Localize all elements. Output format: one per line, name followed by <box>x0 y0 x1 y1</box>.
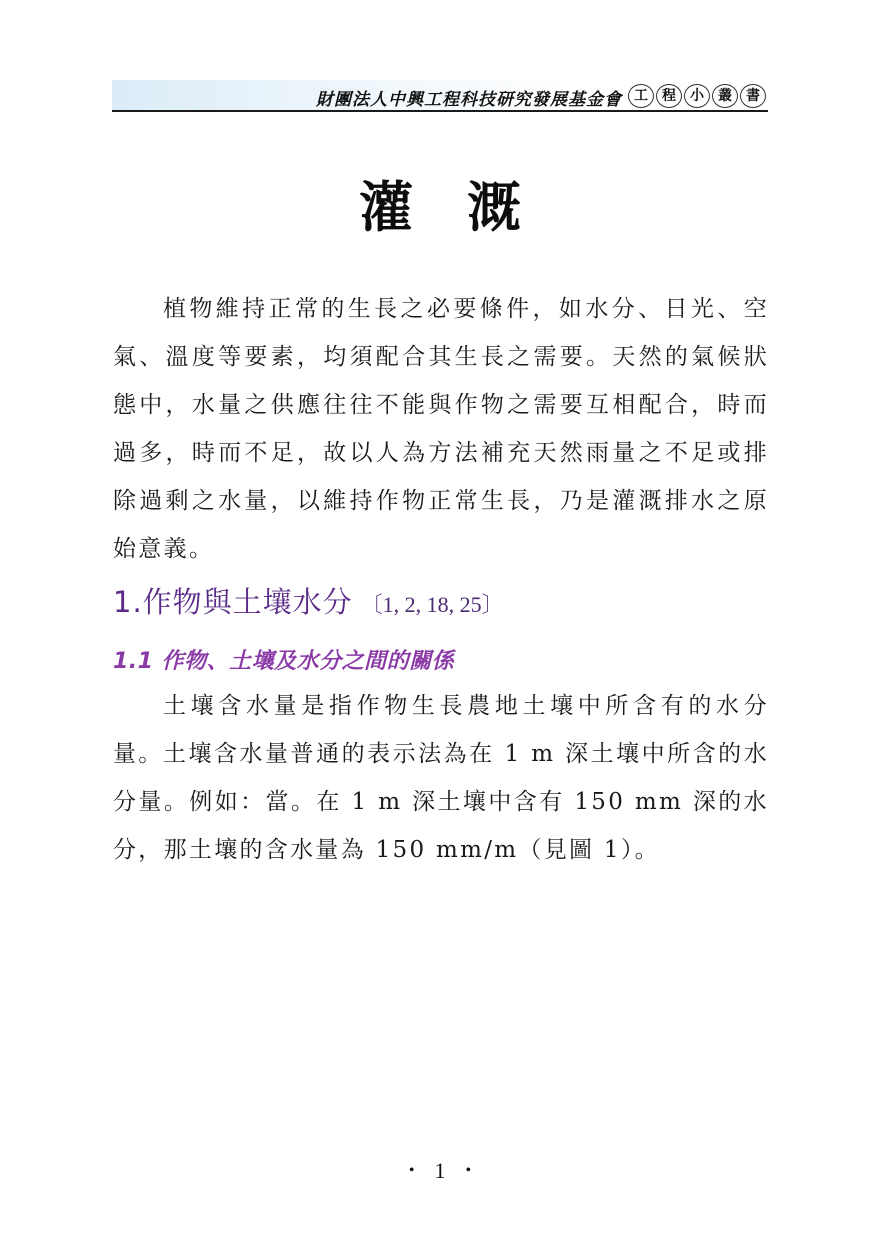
section-heading <box>113 580 504 621</box>
header-rule <box>112 110 768 112</box>
section-title: 1.作物與土壤水分 <box>113 585 353 619</box>
body-paragraph: 土壤含水量是指作物生長農地土壤中所含有的水分量。 <box>113 693 769 767</box>
body-paragraph: 土壤含水量普通的表示法為在 1 m 深土壤中所含的水分量。例如：當。在 1 m 深土壤中含有 150 mm 深的水分，那土壤的含水量為 150 mm/m（見圖 1）。 <box>113 741 769 863</box>
series-badges <box>628 84 766 108</box>
series-badge: 小 <box>684 84 710 108</box>
series-badge: 程 <box>656 84 682 108</box>
organization-name: 財團法人中興工程科技研究發展基金會 <box>316 90 622 110</box>
series-badge: 書 <box>740 84 766 108</box>
page-footer <box>0 1158 880 1184</box>
series-badge: 工 <box>628 84 654 108</box>
intro-paragraph: 植物維持正常的生長之必要條件，如水分、日光、空氣、溫度等要素，均須配合其生長之需要。天然的氣候狀態中，水量之供應往往不能與作物之需要互相配合，時而過多，時而不足，故以人為方法補充天然雨量之不足或排除過剩之水量，以維持作物正常生長，乃是灌溉排水之原始意義。 <box>113 296 769 562</box>
footer-bullet-right: • <box>465 1162 472 1179</box>
page-title: 灌溉 <box>359 176 575 239</box>
page-number: 1 <box>434 1158 446 1183</box>
footer-bullet-left: • <box>408 1162 415 1179</box>
section-references: 〔1, 2, 18, 25〕 <box>360 592 504 617</box>
series-badge: 叢 <box>712 84 738 108</box>
subsection-title: 1.1 作物、土壤及水分之間的關係 <box>113 649 455 674</box>
